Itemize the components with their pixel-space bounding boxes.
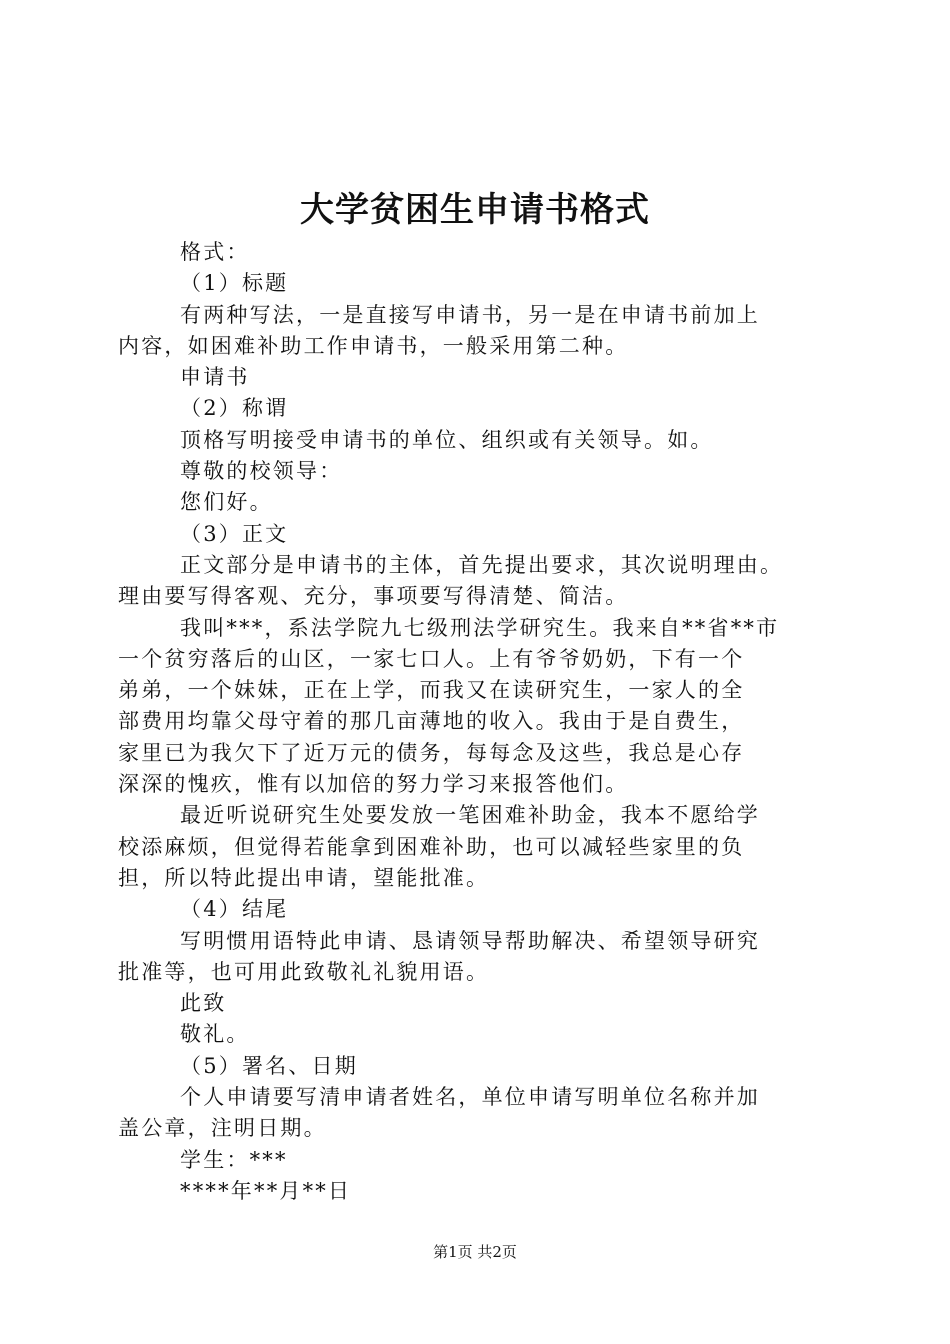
body-line: 最近听说研究生处要发放一笔困难补助金，我本不愿给学: [180, 803, 760, 828]
body-line: 申请书: [180, 365, 250, 390]
body-line: 盖公章，注明日期。: [118, 1116, 327, 1141]
document-body: [118, 237, 840, 1207]
body-line: 格式：: [180, 240, 250, 264]
body-line: 深深的愧疚，惟有以加倍的努力学习来报答他们。: [118, 772, 629, 797]
body-line: 批准等，也可用此致敬礼礼貌用语。: [118, 959, 490, 984]
body-line: 一个贫穷落后的山区，一家七口人。上有爷爷奶奶，下有一个: [118, 646, 745, 671]
body-line: 家里已为我欠下了近万元的债务，每每念及这些，我总是心存: [118, 740, 745, 765]
body-line: 理由要写得客观、充分，事项要写得清楚、简洁。: [118, 584, 629, 609]
body-line: ****年**月**日: [180, 1178, 352, 1203]
body-line: （4）结尾: [180, 897, 289, 922]
body-line: 部费用均靠父母守着的那几亩薄地的收入。我由于是自费生，: [118, 709, 745, 734]
body-line: 内容，如困难补助工作申请书，一般采用第二种。: [118, 333, 629, 358]
body-line: 弟弟，一个妹妹，正在上学，而我又在读研究生，一家人的全: [118, 678, 745, 703]
body-line: 担，所以特此提出申请，望能批准。: [118, 865, 490, 890]
body-line: 写明惯用语特此申请、恳请领导帮助解决、希望领导研究: [180, 928, 760, 953]
body-line: 正文部分是申请书的主体，首先提出要求，其次说明理由。: [180, 552, 784, 577]
body-line: 校添麻烦，但觉得若能拿到困难补助，也可以减轻些家里的负: [118, 834, 745, 859]
body-line: 学生：***: [180, 1147, 288, 1172]
body-line: 有两种写法，一是直接写申请书，另一是在申请书前加上: [180, 302, 760, 327]
page-footer: 第1页 共2页: [433, 1243, 517, 1261]
body-line: （1）标题: [180, 271, 289, 296]
body-line: 个人申请要写清申请者姓名，单位申请写明单位名称并加: [180, 1085, 760, 1110]
body-line: 您们好。: [180, 490, 273, 515]
body-line: （2）称谓: [180, 396, 289, 421]
body-line: （3）正文: [180, 521, 289, 546]
body-line: 顶格写明接受申请书的单位、组织或有关领导。如。: [180, 427, 714, 452]
document-title: 大学贫困生申请书格式: [300, 190, 650, 230]
body-line: 此致: [180, 991, 227, 1016]
body-line: 我叫***，系法学院九七级刑法学研究生。我来自**省**市: [180, 615, 780, 640]
body-line: 敬礼。: [180, 1022, 250, 1047]
body-line: （5）署名、日期: [180, 1053, 358, 1078]
body-line: 尊敬的校领导：: [180, 459, 343, 484]
